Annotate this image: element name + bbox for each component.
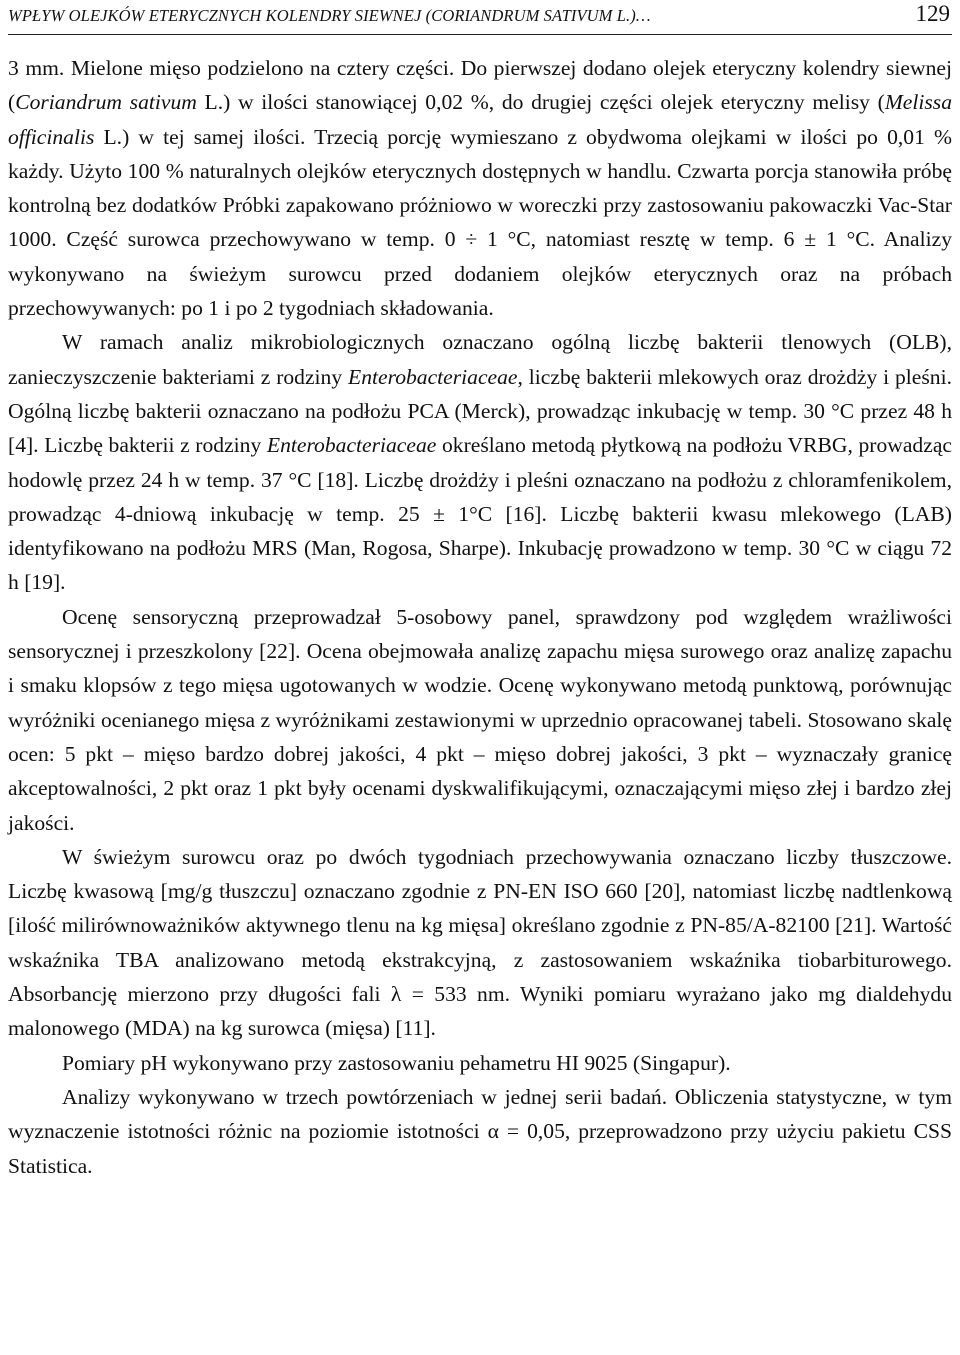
paragraph [8,600,952,840]
text-segment: L.) w ilości stanowiącej 0,02 %, do drugiej części olejek eteryczny melisy ( [196,90,885,115]
text-segment: W świeżym surowcu oraz po dwóch tygodniach przechowywania oznaczano liczby tłuszczowe. Liczbę kwasową [mg/g tłuszczu] oznaczano zgodnie z PN-EN ISO 660 [20], natomiast liczbę nadtlenkową [ilość milirównoważników aktywnego tlenu na kg mięsa] określano zgodnie z PN-85/A-82100 [21]. Wartość wskaźnika TBA analizowano metodą ekstrakcyjną, z zastosowaniem wskaźnika tiobarbiturowego. Absorbancję mierzono przy długości fali λ = 533 nm. Wyniki pomiaru wyrażano jako mg dialdehydu malonowego (MDA) na kg surowca (mięsa) [11]. [8,844,952,1041]
running-header [8,0,952,35]
text-segment: L.) w tej samej ilości. Trzecią porcję wymieszano z obydwoma olejkami w ilości po 0,01 % każdy. Użyto 100 % naturalnych olejków eterycznych dostępnych w handlu. Czwarta porcja stanowiła próbę kontrolną bez dodatków Próbki zapakowano próżniowo w woreczki przy zastosowaniu pakowaczki Vac-Star 1000. Część surowca przechowywano w temp. 0 ÷ 1 °C, natomiast resztę w temp. 6 ± 1 °C. Analizy wykonywano na świeżym surowcu przed dodaniem olejków eterycznych oraz na próbach przechowywanych: po 1 i po 2 tygodniach składowania. [8,124,952,321]
running-title: WPŁYW OLEJKÓW ETERYCZNYCH KOLENDRY SIEWNEJ (CORIANDRUM SATIVUM L.)… [8,6,651,25]
paragraph [8,1046,952,1080]
text-segment: 3 mm. Mielone mięso podzielono na cztery części. Do pierwszej dodano olejek eteryczny kolendry siewnej ( [8,56,952,115]
italic-text-segment: Enterobacteriaceae [266,433,437,458]
page-number: 129 [915,1,950,26]
text-segment: Ocenę sensoryczną przeprowadzał 5-osobowy panel, sprawdzony pod względem wrażliwości sensorycznej i przeszkolony [22]. Ocena obejmowała analizę zapachu mięsa surowego oraz analizę zapachu i smaku klopsów z tego mięsa ugotowanych w wodzie. Ocenę wykonywano metodą punktową, porównując wyróżniki ocenianego mięsa z wyróżnikami zestawionymi w uprzednio opracowanej tabeli. Stosowano skalę ocen: 5 pkt – mięso bardzo dobrej jakości, 4 pkt – mięso dobrej jakości, 3 pkt – wyznaczały granicę akceptowalności, 2 pkt oraz 1 pkt były ocenami dyskwalifikującymi, oznaczającymi mięso złej i bardzo złej jakości. [8,604,952,835]
paragraph [8,840,952,1046]
text-segment: , liczbę bakterii mlekowych oraz drożdży i pleśni. Ogólną liczbę bakterii oznaczano na podłożu PCA (Merck), prowadząc inkubację w temp. 30 °C przez 48 h [4]. Liczbę bakterii z rodziny [8,364,952,458]
italic-text-segment: Coriandrum sativum [15,90,197,115]
italic-text-segment: Melissa officinalis [8,90,952,149]
text-segment: określano metodą płytkową na podłożu VRBG, prowadząc hodowlę przez 24 h w temp. 37 °C [18]. Liczbę drożdży i pleśni oznaczano na podłożu z chloramfenikolem, prowadząc 4-dniową inkubację w temp. 25 ± 1°C [16]. Liczbę bakterii kwasu mlekowego (LAB) identyfikowano na podłożu MRS (Man, Rogosa, Sharpe). Inkubację prowadzono w temp. 30 °C w ciągu 72 h [19]. [8,433,952,595]
text-segment: Analizy wykonywano w trzech powtórzeniach w jednej serii badań. Obliczenia statystyczne, w tym wyznaczenie istotności różnic na poziomie istotności α = 0,05, przeprowadzono przy użyciu pakietu CSS Statistica. [8,1084,952,1178]
italic-text-segment: Enterobacteriaceae [348,364,518,389]
body-text [8,51,952,1183]
paragraph [8,1080,952,1183]
text-segment: W ramach analiz mikrobiologicznych oznaczano ogólną liczbę bakterii tlenowych (OLB), zanieczyszczenie bakteriami z rodziny [8,330,952,389]
paragraph [8,325,952,599]
text-segment: Pomiary pH wykonywano przy zastosowaniu pehametru HI 9025 (Singapur). [62,1050,731,1075]
paragraph [8,51,952,325]
document-page [8,0,952,1183]
